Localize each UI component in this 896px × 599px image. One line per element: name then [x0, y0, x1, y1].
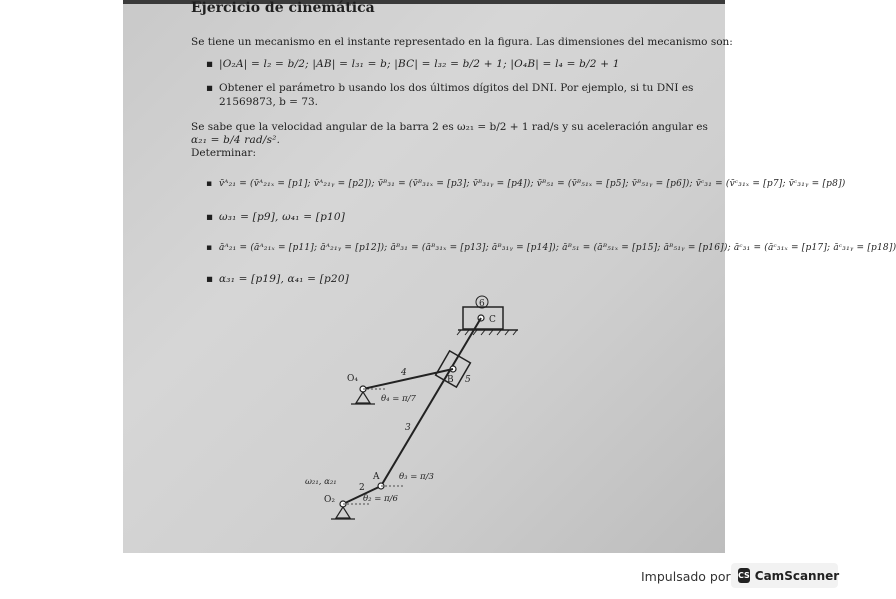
label-o2: O₂: [324, 495, 335, 505]
label-4: 4: [401, 368, 407, 378]
powered-by-label: Impulsado por: [641, 569, 731, 584]
label-5: 5: [465, 375, 471, 385]
accelerations-item: ▪ āᴬ₂₁ = (āᴬ₂₁ₓ = [p11]; āᴬ₂₁ᵧ = [p12]); āᴮ₃₁ = (āᴮ₃₁ₓ = [p13]; āᴮ₃₁ᵧ = [p14]); āᴮ₅₁ = (āᴮ₅₁ₓ = [p15]; āᴮ₅₁ᵧ = [p16]); āᶜ₃₁ = (āᶜ₃₁ₓ = [p17]; āᶜ₃₁ᵧ = [p18]): [219, 242, 896, 255]
velocity-text-line2: α₂₁ = b/4 rad/s².: [191, 134, 281, 146]
label-3: 3: [405, 423, 411, 433]
determinar-label: Determinar:: [191, 147, 256, 159]
velocity-text-line1: Se sabe que la velocidad angular de la barra 2 es ω₂₁ = b/2 + 1 rad/s y su aceleración angular es: [191, 121, 708, 133]
ground-support-o2: [336, 507, 350, 518]
label-theta2: θ₂ = π/6: [363, 494, 398, 504]
label-b: B: [447, 375, 454, 385]
label-c: C: [489, 315, 496, 325]
label-theta4: θ₄ = π/7: [381, 394, 416, 404]
scanned-photo: [123, 0, 896, 553]
label-6: 6: [479, 299, 485, 309]
ground-support-o4: [356, 392, 370, 403]
camscanner-brand: CamScanner: [754, 568, 840, 583]
velocities-item: ▪ v̄ᴬ₂₁ = (v̄ᴬ₂₁ₓ = [p1]; v̄ᴬ₂₁ᵧ = [p2]); v̄ᴮ₃₁ = (v̄ᴮ₃₁ₓ = [p3]; v̄ᴮ₃₁ᵧ = [p4]); v̄ᴮ₅₁ = (v̄ᴮ₅₁ₓ = [p5]; v̄ᴮ₅₁ᵧ = [p6]); v̄ᶜ₃₁ = (v̄ᶜ₃₁ₓ = [p7]; v̄ᶜ₃₁ᵧ = [p8]): [219, 178, 846, 191]
omegas-item: ▪ ω₃₁ = [p9], ω₄₁ = [p10]: [219, 211, 345, 224]
intro-text: Se tiene un mecanismo en el instante representado en la figura. Las dimensiones del mecanismo son:: [191, 36, 733, 48]
label-o4: O₄: [347, 374, 358, 384]
dni-note-line1: ▪ Obtener el parámetro b usando los dos últimos dígitos del DNI. Por ejemplo, si tu DNI es: [219, 82, 693, 95]
mechanism-diagram: [123, 285, 725, 545]
label-2: 2: [359, 483, 365, 493]
dimensions-item: ▪ |O₂A| = l₂ = b/2; |AB| = l₃₁ = b; |BC| = l₃₂ = b/2 + 1; |O₄B| = l₄ = b/2 + 1: [219, 58, 620, 71]
label-theta3: θ₃ = π/3: [399, 472, 434, 482]
label-omega-alpha: ω₂₁, α₂₁: [305, 477, 337, 487]
label-a: A: [373, 472, 380, 482]
alphas-item: ▪ α₃₁ = [p19], α₄₁ = [p20]: [219, 273, 349, 286]
camscanner-icon: CS: [738, 568, 750, 583]
dni-note-line2: 21569873, b = 73.: [219, 96, 319, 108]
camscanner-badge[interactable]: [731, 563, 838, 588]
exercise-title: Ejercicio de cinemática: [191, 0, 375, 16]
